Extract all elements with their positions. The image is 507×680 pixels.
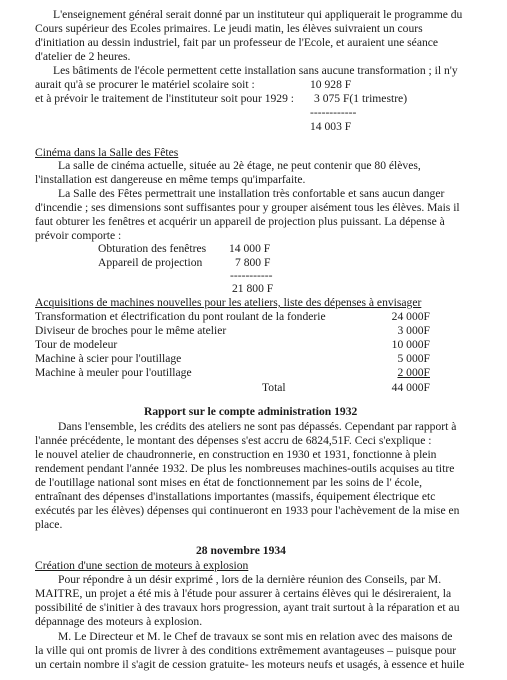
machine-row-4-label: Machine à scier pour l'outillage: [35, 352, 182, 365]
nov1934-line-7: un certain nombre il s'agit de cession gratuite- les moteurs neufs et usagés, à essence et huile: [35, 658, 465, 671]
rapport-line-8: place.: [35, 518, 63, 531]
intro-line-5: Les bâtiments de l'école permettent cette installation sans aucune transformation ; il n'y: [53, 64, 458, 77]
rapport-line-5: de l'outillage national sont mises en état de fonctionnement par les soins de l' école,: [35, 476, 422, 489]
cinema-line-4: d'incendie ; ses dimensions sont suffisantes pour y grouper aisément tous les élèves. Mais il: [35, 201, 460, 214]
cinema-item-2-label: Appareil de projection: [98, 256, 203, 269]
cinema-total: 21 800 F: [232, 282, 274, 295]
intro-line-1: L'enseignement général serait donné par un instituteur qui appliquerait le programme du: [53, 8, 463, 21]
nov1934-subheading: Création d'une section de moteurs à explosion: [35, 559, 249, 572]
nov1934-line-5: M. Le Directeur et M. le Chef de travaux se sont mis en relation avec des maisons de: [58, 630, 453, 643]
nov1934-line-2: MAITRE, un projet a été mis à l'étude pour assurer à certains élèves qui le désireraient, la: [35, 587, 452, 600]
rapport-line-2: l'année précédente, le montant des dépenses s'est accru de 6824,51F. Ceci s'explique :: [35, 434, 432, 447]
cinema-line-5: faut obturer les fenêtres et acquérir un appareil de projection plus puissant. La dépense à: [35, 215, 445, 228]
machine-row-3-label: Tour de modeleur: [35, 338, 118, 351]
intro-total: 14 003 F: [310, 120, 352, 133]
intro-line-6: aurait qu'à se procurer le matériel scolaire soit :: [35, 78, 255, 91]
cinema-heading: Cinéma dans la Salle des Fêtes: [35, 146, 179, 159]
intro-line-7: et à prévoir le traitement de l'instituteur soit pour 1929 :: [35, 92, 295, 105]
intro-line-4: d'atelier de 2 heures.: [35, 50, 131, 63]
cinema-line-6: prévoir comporte :: [35, 229, 122, 242]
cinema-item-1-label: Obturation des fenêtres: [98, 242, 207, 255]
cinema-line-3: La Salle des Fêtes permettrait une installation très confortable et sans aucun danger: [58, 187, 445, 200]
rapport-heading: Rapport sur le compte administration 1932: [144, 405, 358, 418]
nov1934-line-3: possibilité de s'initier à des travaux hors progression, ayant trait surtout à la réparation et au: [35, 601, 460, 614]
intro-line-3: d'initiation au dessin industriel, fait par un professeur de l'Ecole, et auraient une séance: [35, 36, 439, 49]
machine-row-2-value: 3 000F: [397, 324, 430, 337]
cinema-line-1: La salle de cinéma actuelle, située au 2è étage, ne peut contenir que 80 élèves,: [58, 159, 421, 172]
intro-line-2: Cours supérieur des Ecoles primaires. Le jeudi matin, les élèves suivraient un cours: [35, 22, 423, 35]
nov1934-heading: 28 novembre 1934: [196, 544, 286, 557]
machines-total-label: Total: [262, 381, 286, 394]
rapport-line-1: Dans l'ensemble, les crédits des ateliers ne sont pas dépassés. Cependant par rapport à: [58, 420, 457, 433]
rapport-line-4: rendement pendant l'année 1932. De plus les nombreuses machines-outils acquises au titre: [35, 462, 455, 475]
intro-dashes: ------------: [310, 106, 357, 119]
rapport-line-6: entraînant des dépenses d'installations importantes (massifs, équipement électrique etc: [35, 490, 436, 503]
rapport-line-3: le nouvel atelier de chaudronnerie, en construction en 1930 et 1931, fonctionne à plein: [35, 448, 437, 461]
machine-row-4-value: 5 000F: [397, 352, 430, 365]
intro-amount-instituteur: 3 075 F(1 trimestre): [314, 92, 408, 105]
cinema-item-1-value: 14 000 F: [229, 242, 271, 255]
machines-total-value: 44 000F: [391, 381, 430, 394]
machine-row-1-value: 24 000F: [391, 310, 430, 323]
rapport-line-7: exécutés par les élèves) dépenses qui continueront en 1933 pour l'achèvement de la mise en: [35, 504, 460, 517]
machine-row-5-value: 2 000F: [397, 366, 430, 379]
nov1934-line-4: dépannage des moteurs à explosion.: [35, 615, 203, 628]
machine-row-5-label: Machine à meuler pour l'outillage: [35, 366, 192, 379]
nov1934-line-6: la ville qui ont promis de livrer à des conditions extrêmement avantageuses – puisque pour: [35, 644, 457, 657]
machine-row-1-label: Transformation et électrification du pont roulant de la fonderie: [35, 310, 326, 323]
machines-heading: Acquisitions de machines nouvelles pour les ateliers, liste des dépenses à envisager: [35, 296, 422, 309]
cinema-item-2-value: 7 800 F: [235, 256, 271, 269]
intro-amount-materiel: 10 928 F: [310, 78, 352, 91]
cinema-dashes: -----------: [230, 269, 273, 282]
cinema-line-2: l'installation est dangereuse en même temps qu'imparfaite.: [35, 173, 306, 186]
nov1934-line-1: Pour répondre à un désir exprimé , lors de la dernière réunion des Conseils, par M.: [58, 573, 442, 586]
machine-row-3-value: 10 000F: [391, 338, 430, 351]
machine-row-2-label: Diviseur de broches pour le même atelier: [35, 324, 227, 337]
